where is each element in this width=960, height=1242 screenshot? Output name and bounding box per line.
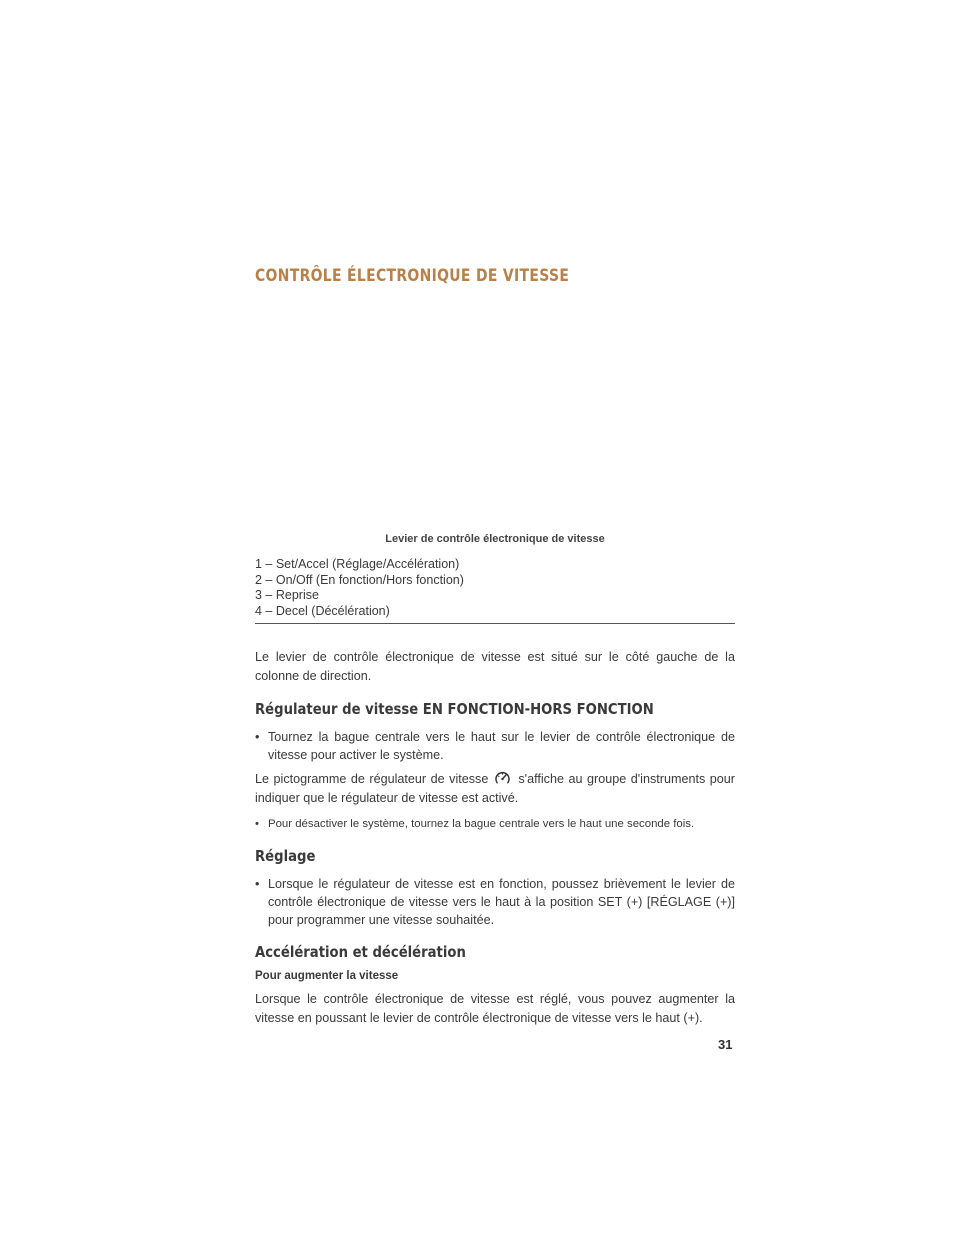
bullet-dot: • <box>255 877 260 891</box>
icon-paragraph <box>255 770 735 808</box>
section-heading-accel: Accélération et décélération <box>255 943 466 961</box>
accel-paragraph: Lorsque le contrôle électronique de vitesse est réglé, vous pouvez augmenter la vitesse en poussant le levier de contrôle électronique de vitesse vers le haut (+). <box>255 992 735 1025</box>
section-heading-onoff: Régulateur de vitesse EN FONCTION-HORS FONCTION <box>255 700 654 718</box>
icon-para-after: s'affiche au groupe d'instruments pour indiquer que le régulateur de vitesse est activé. <box>255 772 735 805</box>
legend-item: 4 – Decel (Décélération) <box>255 603 390 618</box>
intro-paragraph: Le levier de contrôle électronique de vitesse est situé sur le côté gauche de la colonne de direction. <box>255 650 735 683</box>
figure-legend <box>255 557 735 624</box>
speedometer-icon <box>494 771 511 785</box>
bullet-item <box>255 875 735 929</box>
bullet-text: Tournez la bague centrale vers le haut sur le levier de contrôle électronique de vitesse pour activer le système. <box>268 730 735 762</box>
legend-item: 3 – Reprise <box>255 588 319 602</box>
legend-item: 1 – Set/Accel (Réglage/Accélération) <box>255 557 460 571</box>
section-heading-set: Réglage <box>255 847 316 865</box>
bullet-item <box>255 815 735 833</box>
page-title: CONTRÔLE ÉLECTRONIQUE DE VITESSE <box>255 266 570 286</box>
bullet-text: Pour désactiver le système, tournez la bague centrale vers le haut une seconde fois. <box>268 818 695 830</box>
icon-para-before: Le pictogramme de régulateur de vitesse <box>255 772 489 786</box>
bullet-item <box>255 728 735 764</box>
main-content <box>255 648 735 1028</box>
legend-item: 2 – On/Off (En fonction/Hors fonction) <box>255 572 464 587</box>
bullet-text: Lorsque le régulateur de vitesse est en fonction, poussez brièvement le levier de contrôle électronique de vitesse vers le haut à la position SET (+) [RÉGLAGE (+)] pour programmer une vitesse souhaitée. <box>268 877 735 927</box>
subheading-increase-speed: Pour augmenter la vitesse <box>255 970 399 982</box>
page-number: 31 <box>718 1037 733 1052</box>
figure-placeholder <box>255 300 735 522</box>
bullet-dot: • <box>255 818 259 830</box>
figure-caption: Levier de contrôle électronique de vitesse <box>385 533 605 545</box>
bullet-dot: • <box>255 730 260 744</box>
